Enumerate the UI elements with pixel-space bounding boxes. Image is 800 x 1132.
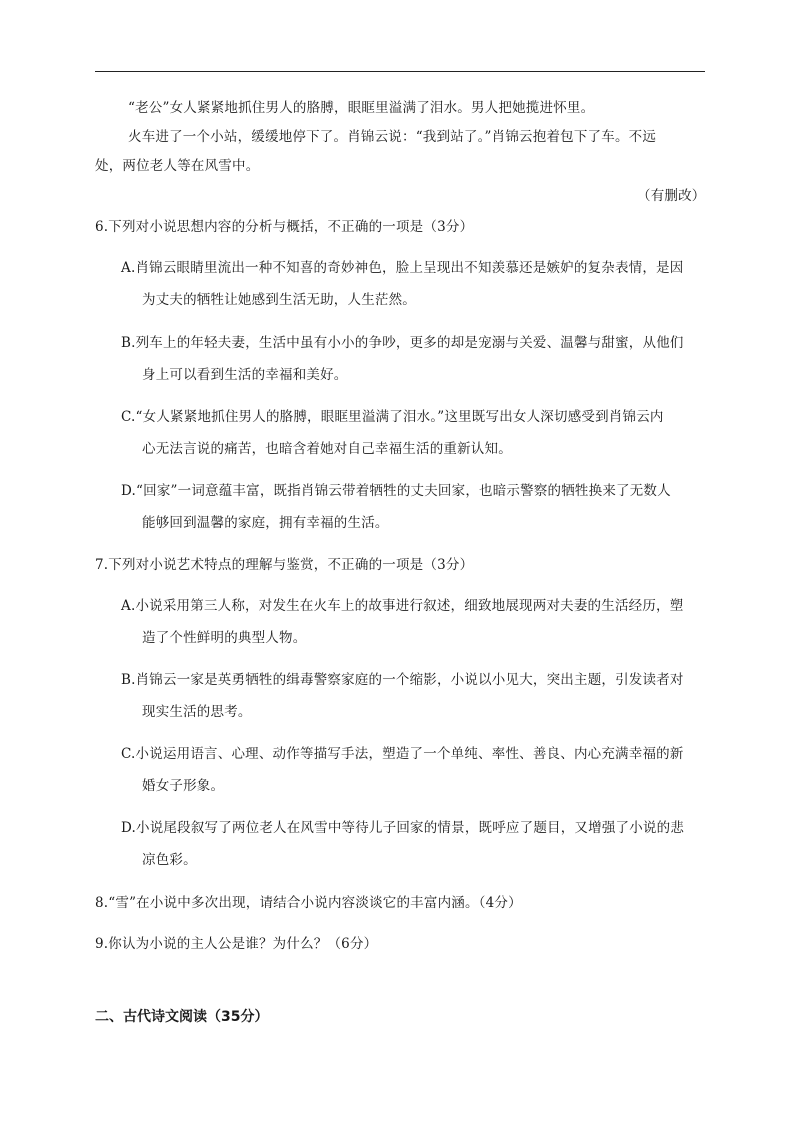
question-6-option-d-line-2: 能够回到温馨的家庭，拥有幸福的生活。 <box>142 515 389 531</box>
question-8: 8.“雪”在小说中多次出现，请结合小说内容淡谈它的丰富内涵。（4分） <box>95 895 522 911</box>
question-9: 9.你认为小说的主人公是谁？为什么？（6分） <box>95 936 378 952</box>
question-7-option-c-line-1: C.小说运用语言、心理、动作等描写手法，塑造了一个单纯、率性、善良、内心充满幸福的新 <box>121 746 684 762</box>
question-6-option-a-line-2: 为丈夫的牺牲让她感到生活无助，人生茫然。 <box>142 292 416 308</box>
question-7-stem: 7.下列对小说艺术特点的理解与鉴赏，不正确的一项是（3分） <box>95 557 474 573</box>
question-7-option-b-line-1: B.肖锦云一家是英勇牺牲的缉毒警察家庭的一个缩影，小说以小见大，突出主题，引发读者对 <box>121 672 684 688</box>
passage-paragraph-2-line-2: 处，两位老人等在风雪中。 <box>95 158 260 174</box>
question-6-stem: 6.下列对小说思想内容的分析与概括，不正确的一项是（3分） <box>95 219 474 235</box>
question-6-option-c-line-2: 心无法言说的痛苦，也暗含着她对自己幸福生活的重新认知。 <box>142 441 512 457</box>
question-6-option-b-line-1: B.列车上的年轻夫妻，生活中虽有小小的争吵，更多的却是宠溺与关爱、温馨与甜蜜，从他们 <box>121 335 684 351</box>
question-6-option-d-line-1: D.“回家”一词意蕴丰富，既指肖锦云带着牺牲的丈夫回家，也暗示警察的牺牲换来了无数人 <box>121 483 671 499</box>
question-6-option-c-line-1: C.“女人紧紧地抓住男人的胳膊，眼眶里溢满了泪水。”这里既写出女人深切感受到肖锦云内 <box>121 409 664 425</box>
question-7-option-a-line-1: A.小说采用第三人称，对发生在火车上的故事进行叙述，细致地展现两对夫妻的生活经历，塑 <box>121 598 684 614</box>
question-7-option-b-line-2: 现实生活的思考。 <box>142 704 252 720</box>
question-6-option-b-line-2: 身上可以看到生活的幸福和美好。 <box>142 367 348 383</box>
question-7-option-d-line-1: D.小说尾段叙写了两位老人在风雪中等待儿子回家的情景，既呼应了题目，又增强了小说的悲 <box>121 820 685 836</box>
question-7-option-a-line-2: 造了个性鲜明的典型人物。 <box>142 630 307 646</box>
question-7-option-c-line-2: 婚女子形象。 <box>142 778 225 794</box>
header-rule <box>95 71 705 72</box>
section-heading-classical-reading: 二、古代诗文阅读（35分） <box>95 1009 269 1025</box>
question-7-option-d-line-2: 凉色彩。 <box>142 852 197 868</box>
passage-paragraph-2-line-1: 火车进了一个小站，缓缓地停下了。肖锦云说：“我到站了。”肖锦云抱着包下了车。不远 <box>128 129 657 145</box>
source-note: （有删改） <box>637 188 706 204</box>
question-6-option-a-line-1: A.肖锦云眼睛里流出一种不知喜的奇妙神色，脸上呈现出不知羡慕还是嫉妒的复杂表情，是因 <box>121 260 684 276</box>
passage-paragraph-1: “老公”女人紧紧地抓住男人的胳膊，眼眶里溢满了泪水。男人把她揽进怀里。 <box>128 100 595 116</box>
